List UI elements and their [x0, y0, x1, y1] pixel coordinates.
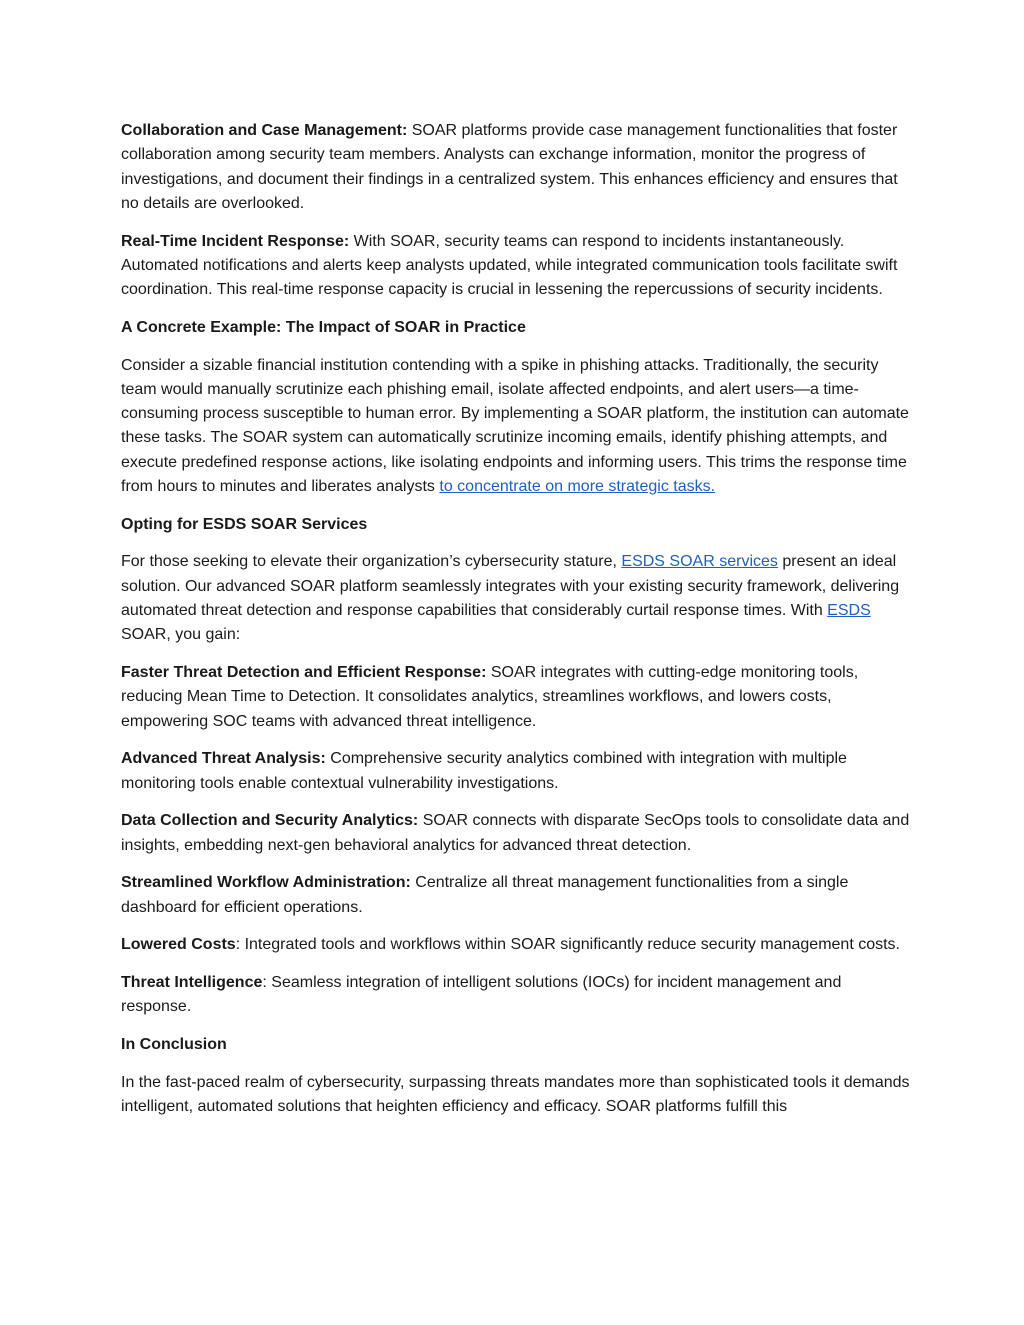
esds-text-3: SOAR, you gain:	[121, 626, 241, 644]
data-collection-lead: Data Collection and Security Analytics:	[121, 812, 419, 830]
conclusion-heading: In Conclusion	[121, 1035, 227, 1053]
conclusion-paragraph	[121, 1071, 911, 1120]
data-collection-paragraph	[121, 809, 911, 858]
threat-intelligence-paragraph	[121, 971, 911, 1020]
faster-detection-lead: Faster Threat Detection and Efficient Response:	[121, 663, 487, 681]
document-page	[121, 119, 911, 1133]
workflow-text: Centralize all threat management functionalities from a single dashboard for efficient operations.	[121, 874, 849, 916]
collaboration-text: SOAR platforms provide case management functionalities that foster collaboration among security team members. Analysts can exchange information, monitor the progress of investigations, and document their findings in a centralized system. This enhances efficiency and ensures that no details are overlooked.	[121, 122, 898, 212]
example-paragraph	[121, 354, 911, 500]
esds-link[interactable]: ESDS	[827, 602, 871, 619]
advanced-analysis-text: Comprehensive security analytics combined with integration with multiple monitoring tools enable contextual vulnerability investigations.	[121, 750, 847, 792]
threat-intelligence-text: : Seamless integration of intelligent solutions (IOCs) for incident management and response.	[121, 973, 842, 1016]
realtime-text: With SOAR, security teams can respond to incidents instantaneously. Automated notifications and alerts keep analysts updated, while integrated communication tools facilitate swift coordination. This real-time response capacity is crucial in lessening the repercussions of security incidents.	[121, 232, 898, 299]
data-collection-text: SOAR connects with disparate SecOps tools to consolidate data and insights, embedding next-gen behavioral analytics for advanced threat detection.	[121, 812, 910, 854]
esds-soar-services-link[interactable]: ESDS SOAR services	[621, 553, 778, 571]
conclusion-text: In the fast-paced realm of cybersecurity, surpassing threats mandates more than sophisticated tools it demands intelligent, automated solutions that heighten efficiency and efficacy. SOAR platforms fulfill this	[121, 1073, 910, 1115]
strategic-tasks-link[interactable]: to concentrate on more strategic tasks.	[439, 478, 716, 496]
realtime-lead: Real-Time Incident Response:	[121, 232, 350, 250]
esds-text-1: For those seeking to elevate their organization’s cybersecurity stature,	[121, 553, 622, 571]
esds-text-2: present an ideal solution. Our advanced SOAR platform seamlessly integrates with your existing security framework, delivering automated threat detection and response capabilities that considerably curtail response times. With	[121, 553, 900, 619]
lowered-costs-text: : Integrated tools and workflows within SOAR significantly reduce security management costs.	[235, 936, 900, 954]
advanced-analysis-paragraph	[121, 747, 911, 796]
esds-paragraph	[121, 550, 911, 647]
esds-heading: Opting for ESDS SOAR Services	[121, 515, 368, 533]
faster-detection-text: SOAR integrates with cutting-edge monitoring tools, reducing Mean Time to Detection. It consolidates analytics, streamlines workflows, and lowers costs, empowering SOC teams with advanced threat intelligence.	[121, 663, 859, 730]
example-text: Consider a sizable financial institution contending with a spike in phishing attacks. Traditionally, the security team would manually scrutinize each phishing email, isolate affected endpoints, and alert users—a time-consuming process susceptible to human error. By implementing a SOAR platform, the institution can automate these tasks. The SOAR system can automatically scrutinize incoming emails, identify phishing attempts, and execute predefined response actions, like isolating endpoints and informing users. This trims the response time from hours to minutes and liberates analysts	[121, 356, 909, 496]
workflow-paragraph	[121, 871, 911, 920]
faster-detection-paragraph	[121, 661, 911, 734]
collaboration-paragraph	[121, 119, 911, 216]
realtime-paragraph	[121, 230, 911, 303]
lowered-costs-paragraph	[121, 933, 911, 957]
workflow-lead: Streamlined Workflow Administration:	[121, 874, 411, 892]
lowered-costs-lead: Lowered Costs	[121, 936, 236, 954]
example-heading: A Concrete Example: The Impact of SOAR in Practice	[121, 318, 526, 336]
collaboration-lead: Collaboration and Case Management:	[121, 122, 408, 139]
advanced-analysis-lead: Advanced Threat Analysis:	[121, 750, 326, 768]
threat-intelligence-lead: Threat Intelligence	[121, 973, 263, 991]
